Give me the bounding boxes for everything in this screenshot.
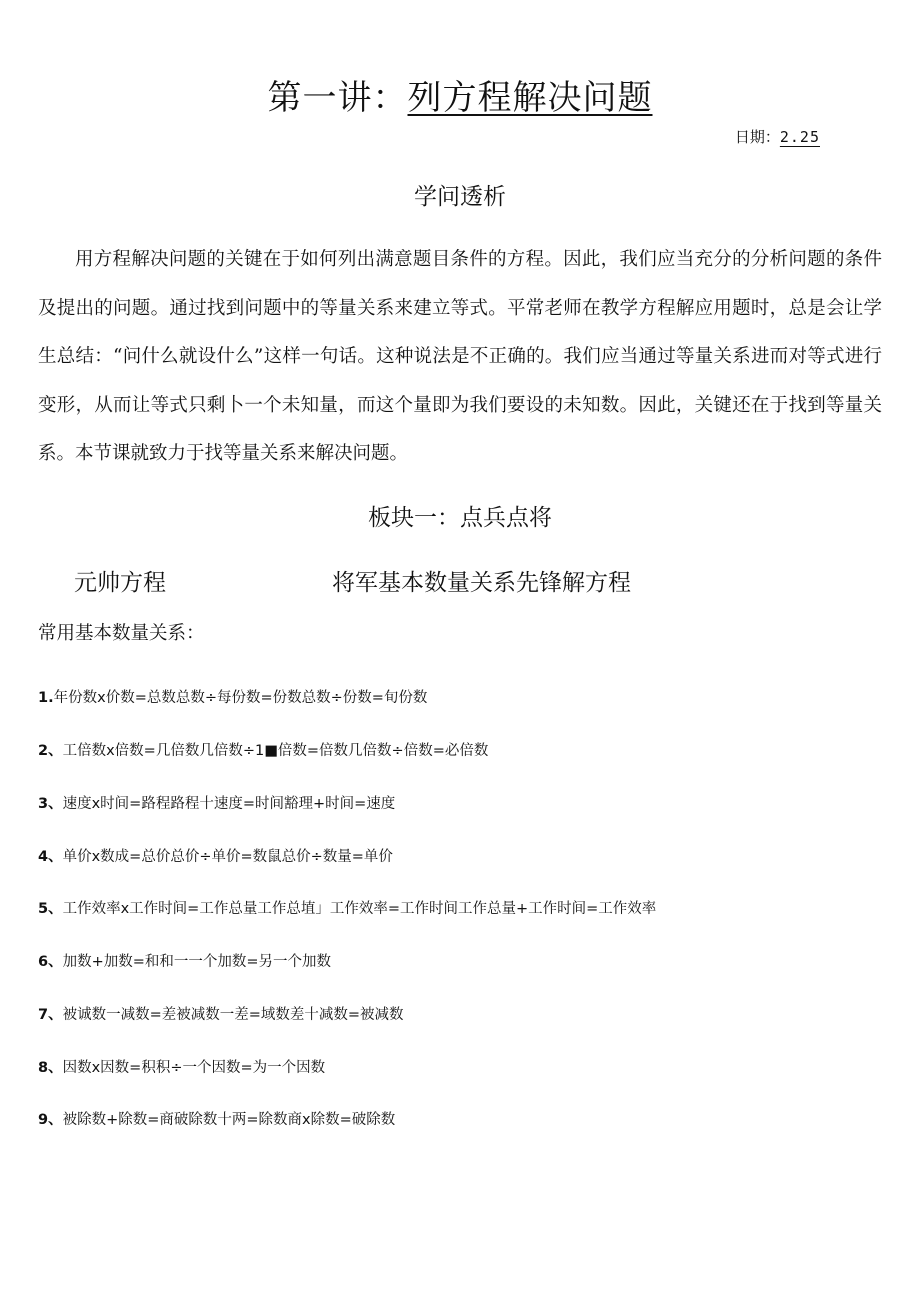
title-prefix: 第一讲： [267, 78, 408, 118]
date-value: 2.25 [779, 128, 820, 146]
common-relations-label: 常用基本数量关系： [38, 623, 205, 644]
page-title [0, 76, 920, 120]
relation-item: 9、被除数+除数=商破除数十两=除数商x除数=破除数 [38, 1112, 396, 1128]
relation-item: 1.年份数x价数=总数总数÷每份数=份数总数÷份数=旬份数 [38, 690, 428, 706]
analysis-heading: 学问透析 [414, 184, 506, 210]
relation-item: 4、单价x数成=总价总价÷单价=数鼠总价÷数量=单价 [38, 849, 393, 865]
left-column-title: 元帅方程 [74, 570, 166, 596]
relation-item: 5、工作效率x工作时间=工作总量工作总埴」工作效率=工作时间工作总量+工作时间=工作效率 [38, 901, 657, 917]
relation-item: 7、被诚数一减数=差被减数一差=域数差十减数=被减数 [38, 1007, 404, 1023]
analysis-paragraph: 用方程解决问题的关键在于如何列出满意题目条件的方程。因此，我们应当充分的分析问题的条件及提出的问题。通过找到问题中的等量关系来建立等式。平常老师在教学方程解应用题时，总是会让学生总结：“问什么就设什么”这样一句话。这种说法是不正确的。我们应当通过等量关系进而对等式进行变形，从而让等式只剩卜一个未知量，而这个量即为我们要设的未知数。因此，关键还在于找到等量关系。本节课就致力于找等量关系来解决问题。 [38, 249, 882, 465]
right-column-title: 将军基本数量关系先锋解方程 [332, 570, 631, 596]
relation-item: 3、速度x时间=路程路程十速度=时间豁理+时间=速度 [38, 796, 396, 812]
relation-item: 2、工倍数x倍数=几倍数几倍数÷1■倍数=倍数几倍数÷倍数=必倍数 [38, 743, 489, 759]
relation-item: 6、加数+加数=和和一一个加数=另一个加数 [38, 954, 332, 970]
date-line [735, 127, 820, 147]
relation-item: 8、因数x因数=积积÷一个因数=为一个因数 [38, 1060, 326, 1076]
section-heading: 板块一：点兵点将 [368, 505, 552, 531]
title-main: 列方程解决问题 [407, 78, 653, 118]
date-label: 日期： [734, 128, 780, 146]
